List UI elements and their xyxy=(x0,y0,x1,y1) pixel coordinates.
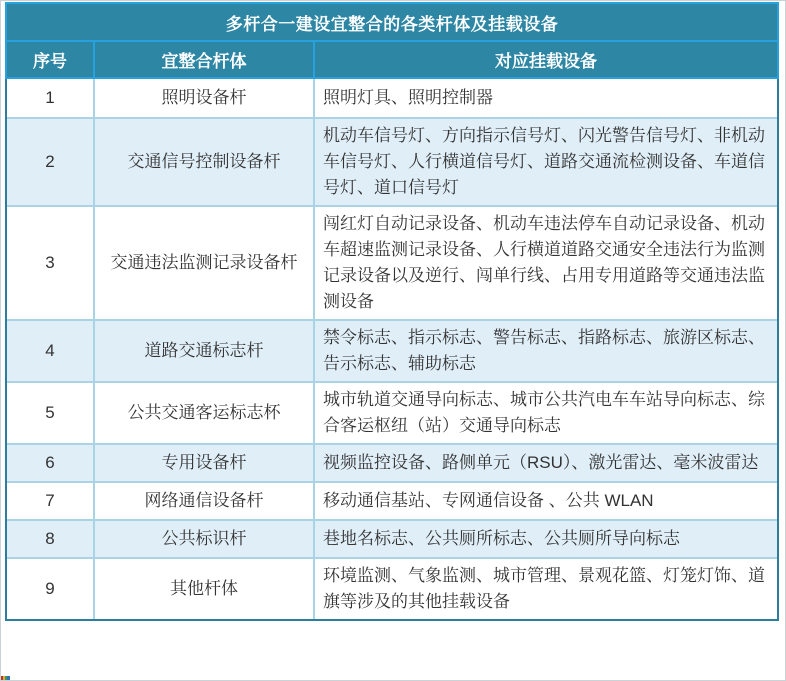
pole-type-cell: 网络通信设备杆 xyxy=(93,483,313,519)
pole-type-cell: 交通信号控制设备杆 xyxy=(93,119,313,205)
row-index-cell: 9 xyxy=(45,579,55,598)
devices-cell: 城市轨道交通导向标志、城市公共汽电车车站导向标志、综合客运枢纽（站）交通导向标志 xyxy=(313,383,777,443)
pole-type-cell: 其他杆体 xyxy=(93,559,313,619)
row-index-cell: 6 xyxy=(45,453,55,472)
row-index-cell: 5 xyxy=(45,403,55,422)
row-index-cell: 7 xyxy=(45,491,55,510)
column-header-index: 序号 xyxy=(33,52,67,71)
column-header-pole-type: 宜整合杆体 xyxy=(93,42,313,77)
table-title-bar xyxy=(5,2,779,42)
pole-integration-table xyxy=(5,2,779,621)
column-header-devices: 对应挂载设备 xyxy=(313,42,777,77)
pole-type-cell: 公共交通客运标志杯 xyxy=(93,383,313,443)
table-title: 多杆合一建设宜整合的各类杆体及挂载设备 xyxy=(225,14,559,34)
devices-cell: 环境监测、气象监测、城市管理、景观花篮、灯笼灯饰、道旗等涉及的其他挂载设备 xyxy=(313,559,777,619)
devices-cell: 机动车信号灯、方向指示信号灯、闪光警告信号灯、非机动车信号灯、人行横道信号灯、道路交通流检测设备、车道信号灯、道口信号灯 xyxy=(313,119,777,205)
table-row xyxy=(7,117,777,205)
pole-type-cell: 照明设备杆 xyxy=(93,79,313,117)
devices-cell: 禁令标志、指示标志、警告标志、指路标志、旅游区标志、告示标志、辅助标志 xyxy=(313,321,777,381)
pole-type-cell: 道路交通标志杆 xyxy=(93,321,313,381)
row-index-cell: 4 xyxy=(45,341,55,360)
table-body xyxy=(5,79,779,621)
devices-cell: 移动通信基站、专网通信设备 、公共 WLAN xyxy=(313,483,777,519)
table-row xyxy=(7,481,777,519)
table-row xyxy=(7,443,777,481)
pole-type-cell: 交通违法监测记录设备杆 xyxy=(93,207,313,319)
table-row xyxy=(7,519,777,557)
row-index-cell: 3 xyxy=(45,253,55,272)
table-row xyxy=(7,319,777,381)
table-row xyxy=(7,381,777,443)
table-header-row xyxy=(5,42,779,79)
pixel-artifact xyxy=(1,676,10,680)
row-index-cell: 1 xyxy=(45,88,55,107)
devices-cell: 视频监控设备、路侧单元（RSU）、激光雷达、毫米波雷达 xyxy=(313,445,777,481)
table-row xyxy=(7,79,777,117)
devices-cell: 闯红灯自动记录设备、机动车违法停车自动记录设备、机动车超速监测记录设备、人行横道道路交通安全违法行为监测记录设备以及逆行、闯单行线、占用专用道路等交通违法监测设备 xyxy=(313,207,777,319)
pole-type-cell: 专用设备杆 xyxy=(93,445,313,481)
row-index-cell: 8 xyxy=(45,529,55,548)
table-row xyxy=(7,557,777,619)
devices-cell: 照明灯具、照明控制器 xyxy=(313,79,777,117)
pole-type-cell: 公共标识杆 xyxy=(93,521,313,557)
row-index-cell: 2 xyxy=(45,152,55,171)
devices-cell: 巷地名标志、公共厕所标志、公共厕所导向标志 xyxy=(313,521,777,557)
table-row xyxy=(7,205,777,319)
